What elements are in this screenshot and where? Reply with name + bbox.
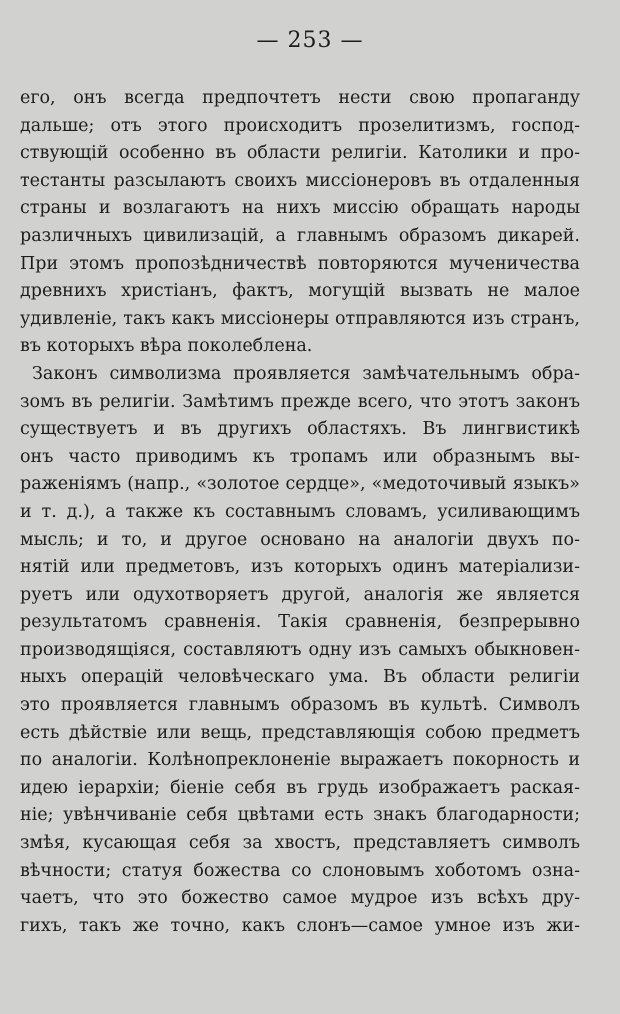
page-number: — 253 —	[256, 28, 364, 53]
text-line: различныхъ цивилизацій, а главнымъ образомъ дикарей.	[20, 225, 580, 246]
text-line: это проявляется главнымъ образомъ въ культѣ. Символъ	[20, 695, 580, 716]
text-line: вѣчности; статуя божества со слоновымъ хоботомъ озна-	[20, 860, 580, 881]
text-line: удивленіе, такъ какъ миссіонеры отправляются изъ странъ,	[20, 308, 580, 329]
text-line: есть дѣйствіе или вещь, представляющія собою предметъ	[20, 722, 580, 743]
text-line: чаетъ, что это божество самое мудрое изъ всѣхъ дру-	[20, 888, 580, 909]
body-text	[20, 85, 580, 940]
text-line: Законъ символизма проявляется замѣчательнымъ обра-	[32, 363, 580, 384]
text-line: идею іерархіи; біеніе себя въ грудь изображаетъ раская-	[20, 777, 580, 798]
text-line: зомъ въ религіи. Замѣтимъ прежде всего, что этотъ законъ	[20, 391, 580, 412]
text-line: руетъ или одухотворяетъ другой, аналогія же является	[20, 584, 580, 605]
text-line: ствующій особенно въ области религіи. Католики и про-	[20, 143, 580, 164]
text-line: онъ часто приводимъ къ тропамъ или образнымъ вы-	[20, 446, 580, 467]
text-line: результатомъ сравненія. Такія сравненія, безпрерывно	[20, 612, 580, 633]
text-line: При этомъ пропозѣдничествѣ повторяются мученичества	[20, 253, 580, 274]
text-line: нятій или предметовъ, изъ которыхъ одинъ матеріализи-	[20, 557, 580, 578]
text-line: змѣя, кусающая себя за хвостъ, представляетъ символъ	[20, 833, 580, 854]
text-line: его, онъ всегда предпочтетъ нести свою пропаганду	[20, 88, 580, 108]
text-line: ніе; увѣнчиваніе себя цвѣтами есть знакъ благодарности;	[20, 805, 580, 826]
text-line: и т. д.), а также къ составнымъ словамъ, усиливающимъ	[20, 501, 580, 522]
text-line: существуетъ и въ другихъ областяхъ. Въ лингвистикѣ	[20, 419, 580, 440]
text-line: въ которыхъ вѣра поколеблена.	[20, 336, 313, 357]
text-line: по аналогіи. Колѣнопреклоненіе выражаетъ покорность и	[20, 750, 580, 771]
text-line: страны и возлагаютъ на нихъ миссію обращать народы	[20, 198, 580, 219]
text-line: производящіяся, составляютъ одну изъ самыхъ обыкновен-	[20, 639, 580, 660]
text-line: гихъ, такъ же точно, какъ слонъ—самое умное изъ жи-	[20, 915, 580, 936]
text-line: тестанты разсылаютъ своихъ миссіонеровъ въ отдаленныя	[20, 170, 580, 191]
text-line: мысль; и то, и другое основано на аналогіи двухъ по-	[20, 529, 580, 550]
text-line: дальше; отъ этого происходитъ прозелитизмъ, господ-	[20, 115, 580, 136]
text-line: раженіямъ (напр., «золотое сердце», «медоточивый языкъ»	[20, 474, 580, 495]
text-line: ныхъ операцій человѣческаго ума. Въ области религіи	[20, 667, 580, 688]
text-line: древнихъ христіанъ, фактъ, могущій вызвать не малое	[20, 281, 580, 302]
